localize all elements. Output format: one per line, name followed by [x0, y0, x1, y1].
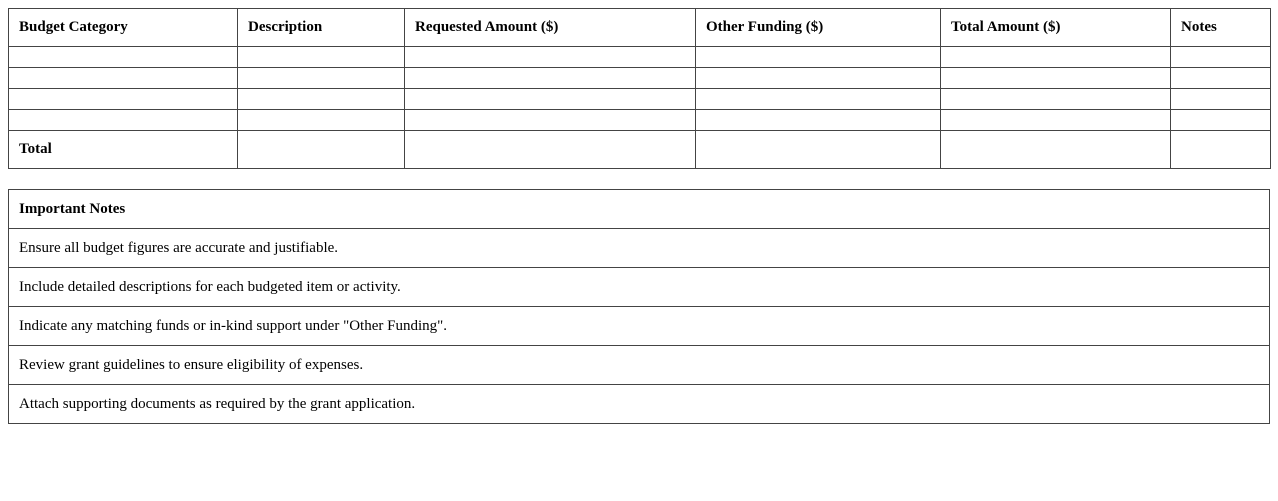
- cell-other-funding[interactable]: [696, 47, 941, 68]
- cell-requested-amount[interactable]: [405, 110, 696, 131]
- cell-total-amount[interactable]: [941, 110, 1171, 131]
- header-other-funding: Other Funding ($): [696, 9, 941, 47]
- budget-table: [8, 8, 1271, 169]
- important-notes-table: [8, 189, 1270, 424]
- table-row: [9, 110, 1271, 131]
- header-notes: Notes: [1171, 9, 1271, 47]
- table-row: [9, 89, 1271, 110]
- header-total-amount: Total Amount ($): [941, 9, 1171, 47]
- note-item: Review grant guidelines to ensure eligibility of expenses.: [9, 346, 1270, 385]
- notes-heading: Important Notes: [9, 190, 1270, 229]
- cell-other-funding[interactable]: [696, 68, 941, 89]
- note-item: Indicate any matching funds or in-kind support under "Other Funding".: [9, 307, 1270, 346]
- table-row: [9, 47, 1271, 68]
- cell-description[interactable]: [238, 47, 405, 68]
- total-other-funding[interactable]: [696, 131, 941, 169]
- total-total-amount[interactable]: [941, 131, 1171, 169]
- list-item: [9, 385, 1270, 424]
- header-description: Description: [238, 9, 405, 47]
- cell-total-amount[interactable]: [941, 68, 1171, 89]
- cell-description[interactable]: [238, 89, 405, 110]
- note-item: Attach supporting documents as required by the grant application.: [9, 385, 1270, 424]
- cell-requested-amount[interactable]: [405, 47, 696, 68]
- list-item: [9, 229, 1270, 268]
- cell-budget-category[interactable]: [9, 89, 238, 110]
- table-row: [9, 68, 1271, 89]
- cell-total-amount[interactable]: [941, 47, 1171, 68]
- cell-requested-amount[interactable]: [405, 68, 696, 89]
- notes-header-row: [9, 190, 1270, 229]
- cell-description[interactable]: [238, 68, 405, 89]
- cell-description[interactable]: [238, 110, 405, 131]
- total-notes[interactable]: [1171, 131, 1271, 169]
- note-item: Include detailed descriptions for each budgeted item or activity.: [9, 268, 1270, 307]
- note-item: Ensure all budget figures are accurate and justifiable.: [9, 229, 1270, 268]
- cell-notes[interactable]: [1171, 68, 1271, 89]
- total-label: Total: [9, 131, 238, 169]
- cell-other-funding[interactable]: [696, 110, 941, 131]
- cell-notes[interactable]: [1171, 89, 1271, 110]
- list-item: [9, 346, 1270, 385]
- budget-header-row: [9, 9, 1271, 47]
- total-requested-amount[interactable]: [405, 131, 696, 169]
- total-description[interactable]: [238, 131, 405, 169]
- list-item: [9, 268, 1270, 307]
- cell-budget-category[interactable]: [9, 68, 238, 89]
- header-requested-amount: Requested Amount ($): [405, 9, 696, 47]
- cell-total-amount[interactable]: [941, 89, 1171, 110]
- header-budget-category: Budget Category: [9, 9, 238, 47]
- total-row: [9, 131, 1271, 169]
- list-item: [9, 307, 1270, 346]
- cell-notes[interactable]: [1171, 110, 1271, 131]
- cell-other-funding[interactable]: [696, 89, 941, 110]
- cell-requested-amount[interactable]: [405, 89, 696, 110]
- cell-budget-category[interactable]: [9, 47, 238, 68]
- cell-notes[interactable]: [1171, 47, 1271, 68]
- cell-budget-category[interactable]: [9, 110, 238, 131]
